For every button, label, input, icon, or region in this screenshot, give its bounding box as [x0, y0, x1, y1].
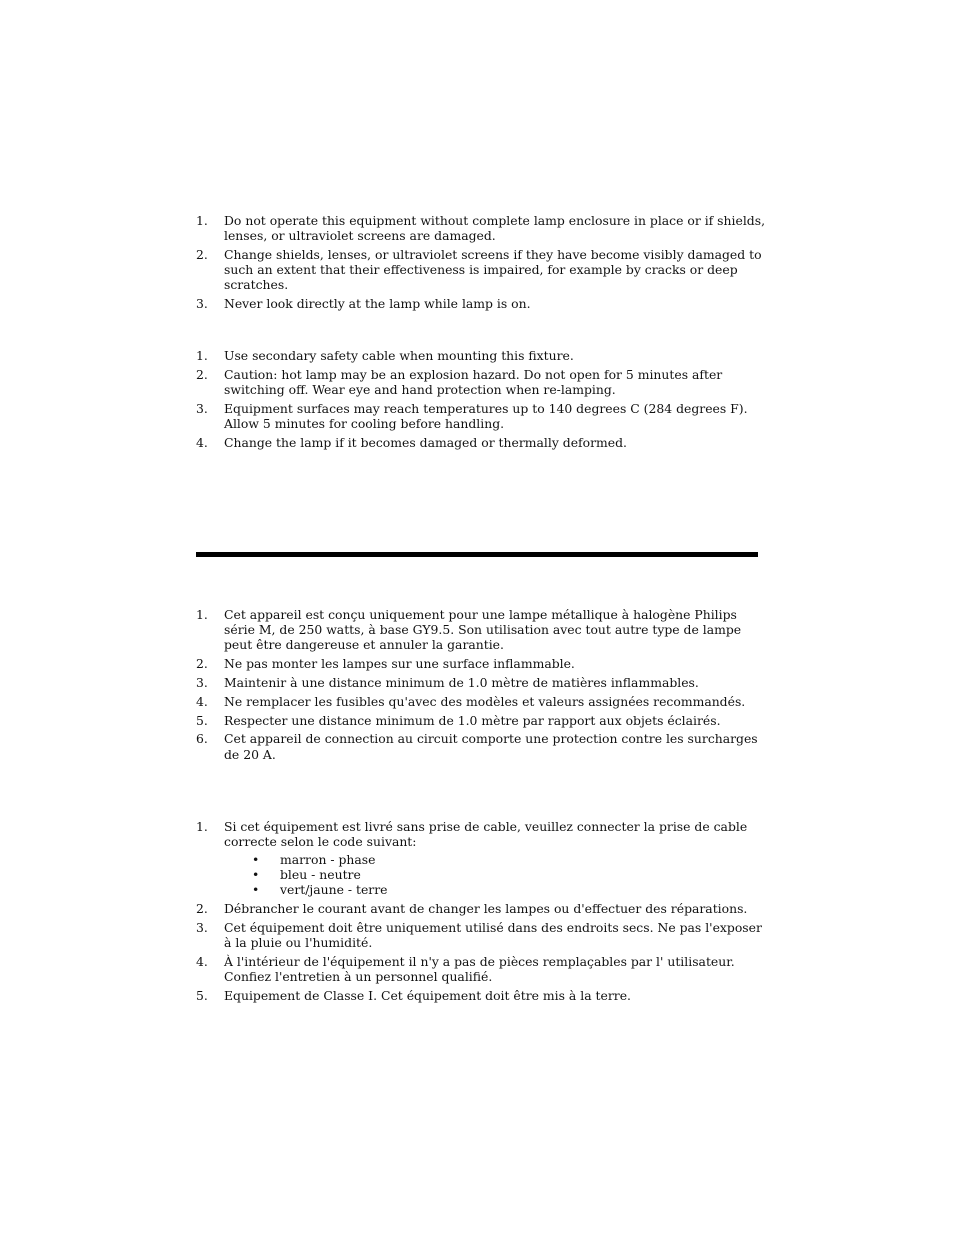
item-number: 6.: [196, 731, 208, 747]
wire-color-code-list: [224, 852, 766, 897]
item-text: À l'intérieur de l'équipement il n'y a pas de pièces remplaçables par l' utilisateur. Confiez l'entretien à un personnel qualifié.: [224, 953, 735, 984]
item-number: 5.: [196, 987, 208, 1003]
item-number: 3.: [196, 400, 208, 416]
english-warnings-list: [196, 213, 766, 315]
french-instructions-list: [196, 607, 766, 765]
list-item: [196, 607, 766, 653]
item-number: 2.: [196, 247, 208, 262]
item-text: Use secondary safety cable when mounting this fixture.: [224, 348, 574, 363]
section-divider: [196, 552, 758, 557]
list-item: [196, 819, 766, 897]
list-item: [196, 901, 766, 916]
item-number: 1.: [196, 348, 208, 363]
bullet-icon: •: [252, 867, 260, 883]
bullet-icon: •: [252, 882, 260, 898]
list-item: [196, 675, 766, 690]
item-text: Maintenir à une distance minimum de 1.0 mètre de matières inflammables.: [224, 675, 699, 690]
list-item: [196, 367, 766, 397]
item-text: Equipement de Classe I. Cet équipement doit être mis à la terre.: [224, 987, 631, 1003]
wire-color-text: marron - phase: [280, 852, 376, 868]
item-number: 4.: [196, 693, 208, 709]
item-number: 1.: [196, 819, 208, 834]
list-item: [196, 435, 766, 450]
item-text: Ne remplacer les fusibles qu'avec des modèles et valeurs assignées recommandés.: [224, 693, 746, 709]
wire-color-item: [224, 882, 766, 897]
item-number: 3.: [196, 919, 208, 935]
item-number: 5.: [196, 712, 208, 728]
item-text: Cet appareil est conçu uniquement pour une lampe métallique à halogène Philips série M, de 250 watts, à base GY9.5. Son utilisation avec tout autre type de lampe peut être dangereuse et annuler la garantie.: [224, 607, 742, 653]
item-number: 2.: [196, 366, 208, 382]
item-text: Do not operate this equipment without complete lamp enclosure in place or if shields, lenses, or ultraviolet screens are damaged.: [224, 213, 766, 244]
item-number: 4.: [196, 434, 208, 450]
list-item: [196, 954, 766, 984]
item-number: 1.: [196, 607, 208, 622]
list-item: [196, 694, 766, 709]
list-item: [196, 296, 766, 311]
item-text: Change shields, lenses, or ultraviolet screens if they have become visibly damaged to such an extent that their effectiveness is impaired, for example by cracks or deep scratches.: [224, 247, 762, 293]
item-text: Si cet équipement est livré sans prise de cable, veuillez connecter la prise de cable correcte selon le code suivant:: [224, 819, 748, 850]
list-item: [196, 731, 766, 761]
item-number: 2.: [196, 901, 208, 916]
list-item: [196, 401, 766, 431]
wire-color-text: vert/jaune - terre: [280, 882, 388, 898]
item-number: 1.: [196, 213, 208, 228]
item-text: Caution: hot lamp may be an explosion hazard. Do not open for 5 minutes after switching off. Wear eye and hand protection when re-lamping.: [224, 366, 723, 397]
list-item: [196, 656, 766, 671]
list-item: [196, 348, 766, 363]
item-number: 3.: [196, 675, 208, 690]
item-text: Cet appareil de connection au circuit comporte une protection contre les surcharges de 20 A.: [224, 731, 758, 762]
list-item: [196, 713, 766, 728]
list-item: [196, 920, 766, 950]
item-text: Equipment surfaces may reach temperatures up to 140 degrees C (284 degrees F). Allow 5 minutes for cooling before handling.: [224, 400, 748, 431]
wire-color-text: bleu - neutre: [280, 867, 361, 883]
item-text: Débrancher le courant avant de changer les lampes ou d'effectuer des réparations.: [224, 901, 748, 916]
item-number: 2.: [196, 656, 208, 672]
wire-color-item: [224, 852, 766, 867]
bullet-icon: •: [252, 852, 260, 868]
list-item: [196, 213, 766, 243]
item-text: Never look directly at the lamp while lamp is on.: [224, 296, 531, 312]
item-text: Cet équipement doit être uniquement utilisé dans des endroits secs. Ne pas l'exposer à la pluie ou l'humidité.: [224, 919, 762, 950]
item-number: 4.: [196, 953, 208, 969]
item-text: Ne pas monter les lampes sur une surface inflammable.: [224, 656, 575, 672]
list-item: [196, 247, 766, 293]
english-cautions-list: [196, 348, 766, 454]
wire-color-item: [224, 867, 766, 882]
item-text: Change the lamp if it becomes damaged or thermally deformed.: [224, 434, 627, 450]
item-number: 3.: [196, 296, 208, 312]
french-electrical-list: [196, 819, 766, 1007]
item-text: Respecter une distance minimum de 1.0 mètre par rapport aux objets éclairés.: [224, 712, 721, 728]
list-item: [196, 988, 766, 1003]
